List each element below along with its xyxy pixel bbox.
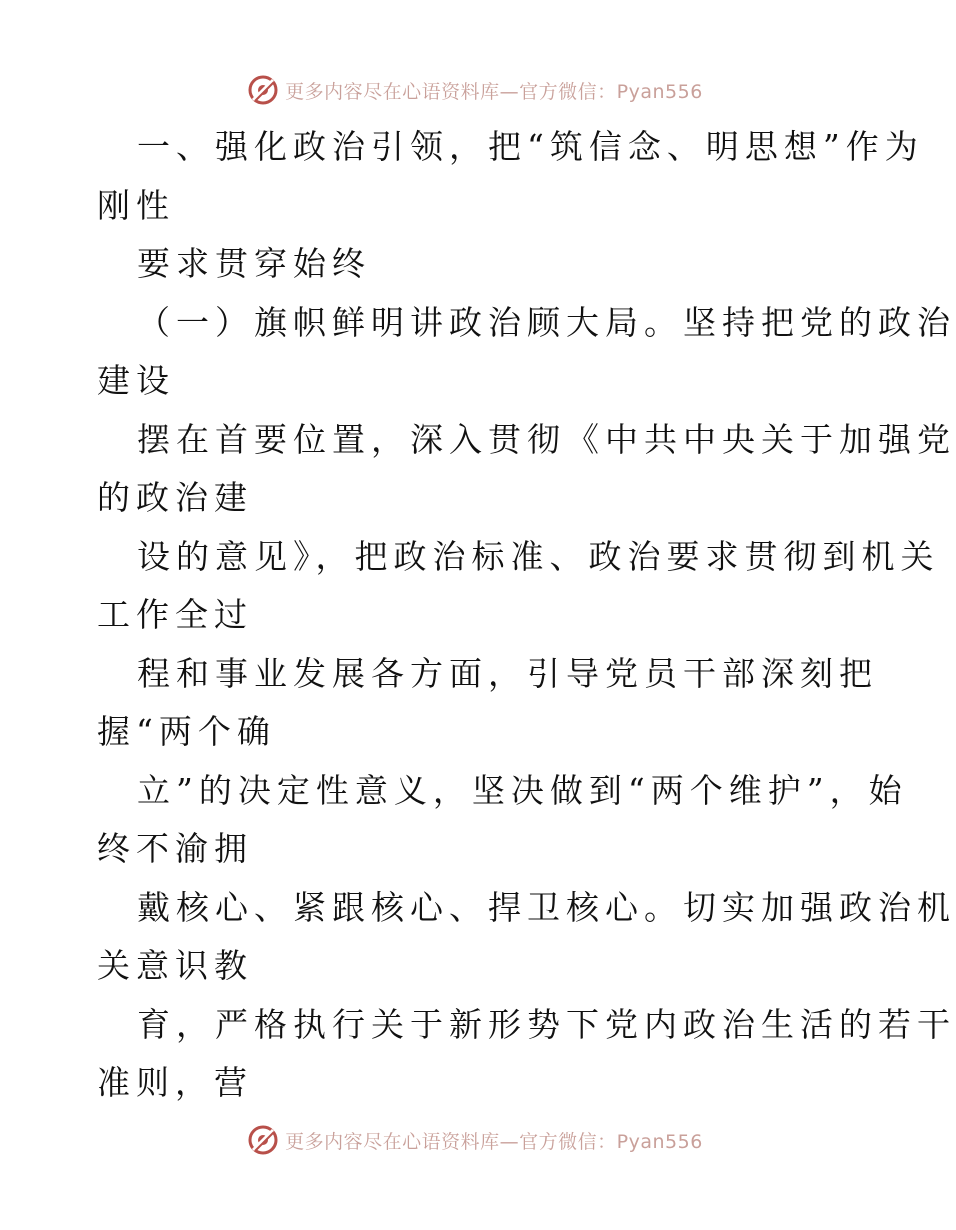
document-body (97, 118, 956, 1113)
text-line: 设的意见》，把政治标准、政治要求贯彻到机关 (137, 536, 940, 576)
text-line: 刚性 (97, 185, 175, 225)
text-line: 准则，营 (97, 1063, 253, 1102)
header-banner (0, 70, 950, 110)
text-line: 要求贯穿始终 (137, 244, 371, 283)
text-line: 建设 (97, 361, 175, 400)
text-line: 育，严格执行关于新形势下党内政治生活的若干 (137, 1004, 956, 1044)
text-line: 关意识教 (97, 946, 253, 985)
text-line: 的政治建 (97, 478, 253, 517)
logo-icon (247, 1124, 279, 1156)
text-line: 摆在首要位置，深入贯彻《中共中央关于加强党 (137, 419, 956, 459)
text-line: 一、强化政治引领，把“筑信念、明思想”作为 (137, 127, 924, 166)
logo-icon (247, 74, 279, 106)
text-line: 立”的决定性意义，坚决做到“两个维护”，始 (137, 770, 908, 810)
text-line: 戴核心、紧跟核心、捍卫核心。切实加强政治机 (137, 887, 956, 927)
text-line: 工作全过 (97, 595, 253, 634)
footer-banner (0, 1120, 950, 1160)
text-line: 握“两个确 (97, 712, 276, 751)
footer-banner-text: 更多内容尽在心语资料库—官方微信：Pyan556 (285, 1130, 703, 1153)
text-line: 终不渝拥 (97, 829, 253, 868)
text-line: （一）旗帜鲜明讲政治顾大局。坚持把党的政治 (137, 302, 956, 342)
text-line: 程和事业发展各方面，引导党员干部深刻把 (137, 653, 878, 693)
header-banner-text: 更多内容尽在心语资料库—官方微信：Pyan556 (285, 80, 703, 103)
